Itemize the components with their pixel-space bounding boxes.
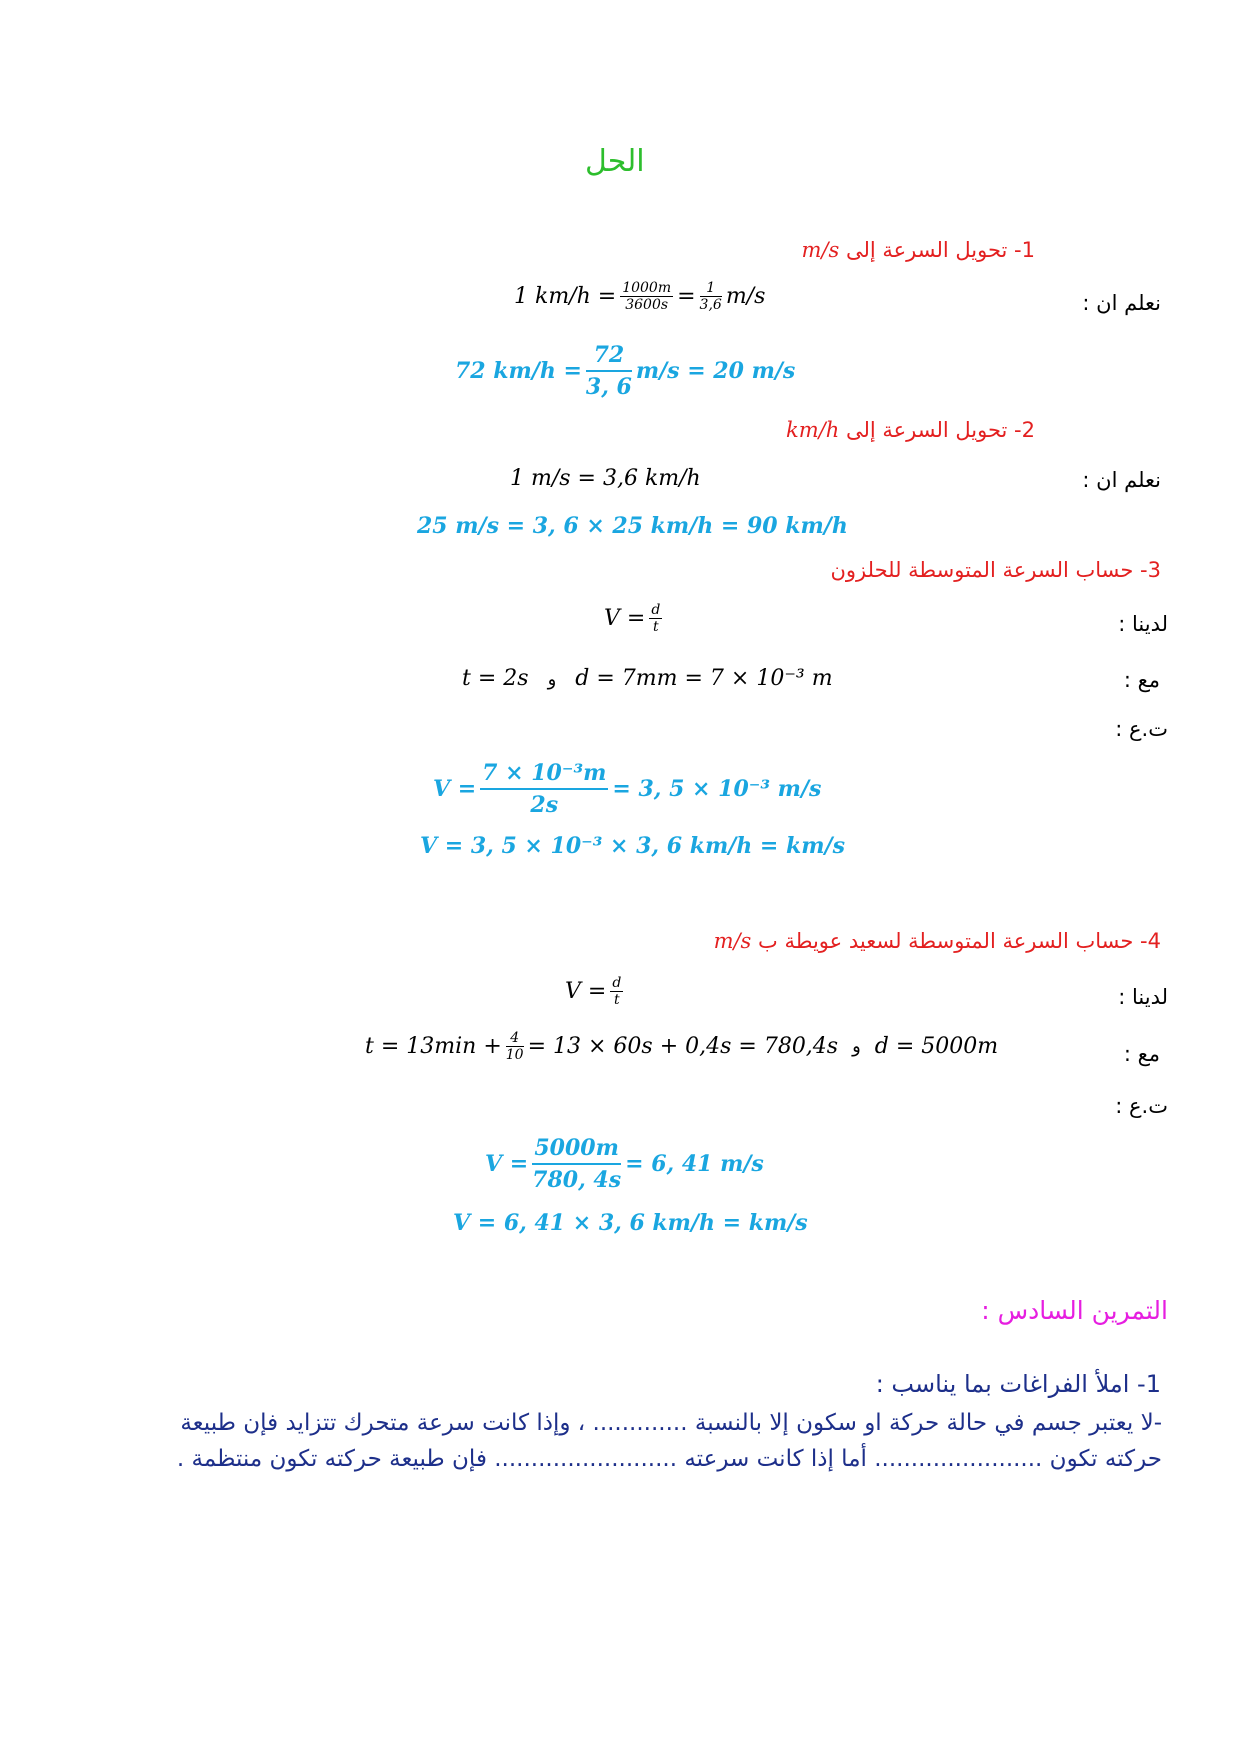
s1-eq-eq2: =	[677, 284, 696, 309]
section-3-velocity	[433, 758, 821, 820]
s1-ans-frac-den: 3, 6	[585, 374, 632, 400]
s4-t-frac-den: 10	[505, 1047, 524, 1063]
s4-t-rhs: = 13 × 60s + 0,4s = 780,4s	[527, 1034, 839, 1059]
section-1-heading-text: 1- تحويل السرعة إلى	[845, 238, 1035, 262]
section-1-equation	[514, 280, 765, 313]
s4-formula-lhs: V =	[565, 979, 607, 1004]
s1-ans-rhs: m/s = 20 m/s	[635, 358, 796, 384]
s3-v-lhs: V =	[433, 776, 477, 802]
exercise-6-line-2: حركته تكون ....................... أما إذا كانت سرعته ......................... فإن طبيعة حركته تكون منتظمة .	[176, 1446, 1162, 1472]
section-4-velocity-kmh: V = 6, 41 × 3, 6 km/h = km/s	[453, 1210, 808, 1236]
s4-formula-frac	[610, 975, 623, 1008]
section-1-heading	[801, 238, 1035, 262]
s4-v-frac	[532, 1133, 621, 1195]
section-3-label-given: لدينا :	[1118, 612, 1168, 636]
section-2-heading	[786, 418, 1035, 442]
s1-eq-frac1	[620, 280, 673, 313]
s3-v-rhs: = 3, 5 × 10⁻³ m/s	[612, 776, 822, 802]
section-4-velocity	[485, 1133, 764, 1195]
section-1-label: نعلم ان :	[1082, 291, 1161, 315]
section-3-heading: 3- حساب السرعة المتوسطة للحلزون	[830, 558, 1161, 582]
section-4-heading-text: 4- حساب السرعة المتوسطة لسعيد عويطة ب	[758, 929, 1161, 953]
s3-formula-frac	[649, 602, 662, 635]
s1-eq-frac1-num: 1000m	[622, 280, 672, 296]
s1-eq-frac1-den: 3600s	[625, 297, 669, 313]
s1-eq-lhs: 1 km/h =	[514, 284, 617, 309]
section-3-label-with: مع :	[1123, 668, 1160, 692]
s4-v-den: 780, 4s	[532, 1167, 622, 1193]
s3-formula-num: d	[651, 602, 661, 618]
s4-v-lhs: V =	[485, 1151, 529, 1177]
section-1-heading-unit: m/s	[801, 238, 840, 262]
s3-v-frac	[480, 758, 608, 820]
s1-eq-frac2-num: 1	[700, 280, 722, 297]
section-4-label-with: مع :	[1123, 1042, 1160, 1066]
section-2-heading-unit: km/h	[786, 418, 840, 442]
s1-ans-frac-num: 72	[586, 340, 632, 372]
s1-eq-frac2-den: 3,6	[699, 297, 722, 313]
exercise-6-question-1: 1- املأ الفراغات بما يناسب :	[875, 1370, 1161, 1398]
section-2-label: نعلم ان :	[1082, 468, 1161, 492]
s4-v-rhs: = 6, 41 m/s	[625, 1151, 764, 1177]
section-3-given-values	[462, 666, 833, 691]
section-4-label-app: ت.ع :	[1115, 1094, 1168, 1118]
s3-d-value: d = 7mm = 7 × 10⁻³ m	[575, 666, 833, 691]
s3-formula-den: t	[652, 619, 659, 635]
s3-formula-lhs: V =	[604, 606, 646, 631]
s1-eq-frac2	[700, 280, 722, 313]
s4-t-lhs: t = 13min +	[365, 1034, 502, 1059]
section-4-label-given: لدينا :	[1118, 985, 1168, 1009]
s4-formula-num: d	[612, 975, 622, 991]
exercise-6-heading: التمرين السادس :	[981, 1296, 1168, 1325]
s3-t-value: t = 2s	[462, 666, 529, 691]
s3-v-num: 7 × 10⁻³m	[480, 758, 608, 790]
section-3-formula	[604, 602, 666, 635]
s3-and: و	[547, 669, 557, 690]
section-3-velocity-kmh: V = 3, 5 × 10⁻³ × 3, 6 km/h = km/s	[420, 833, 845, 859]
s4-v-num: 5000m	[532, 1133, 621, 1165]
s4-formula-den: t	[613, 992, 620, 1008]
s3-v-den: 2s	[530, 792, 559, 818]
s1-eq-rhs: m/s	[725, 284, 766, 309]
section-2-equation: 1 m/s = 3,6 km/h	[510, 466, 701, 491]
section-4-given-values	[365, 1030, 998, 1063]
s1-ans-lhs: 72 km/h =	[455, 358, 582, 384]
section-3-label-app: ت.ع :	[1115, 717, 1168, 741]
section-2-heading-text: 2- تحويل السرعة إلى	[845, 418, 1035, 442]
section-4-heading	[714, 929, 1161, 953]
section-2-answer: 25 m/s = 3, 6 × 25 km/h = 90 km/h	[417, 513, 848, 539]
s4-and: و	[852, 1036, 861, 1057]
section-4-heading-unit: m/s	[713, 929, 752, 953]
s4-t-frac-num: 4	[506, 1030, 524, 1047]
exercise-6-line-1: -لا يعتبر جسم في حالة حركة او سكون إلا بالنسبة ............. ، وإذا كانت سرعة متحرك تتزايد فإن طبيعة	[180, 1410, 1162, 1436]
s4-t-frac	[506, 1030, 524, 1063]
s1-ans-frac	[586, 340, 632, 402]
section-4-formula	[565, 975, 627, 1008]
s4-d-value: d = 5000m	[874, 1034, 999, 1059]
section-1-answer	[455, 340, 795, 402]
page-title: الحل	[585, 144, 645, 179]
